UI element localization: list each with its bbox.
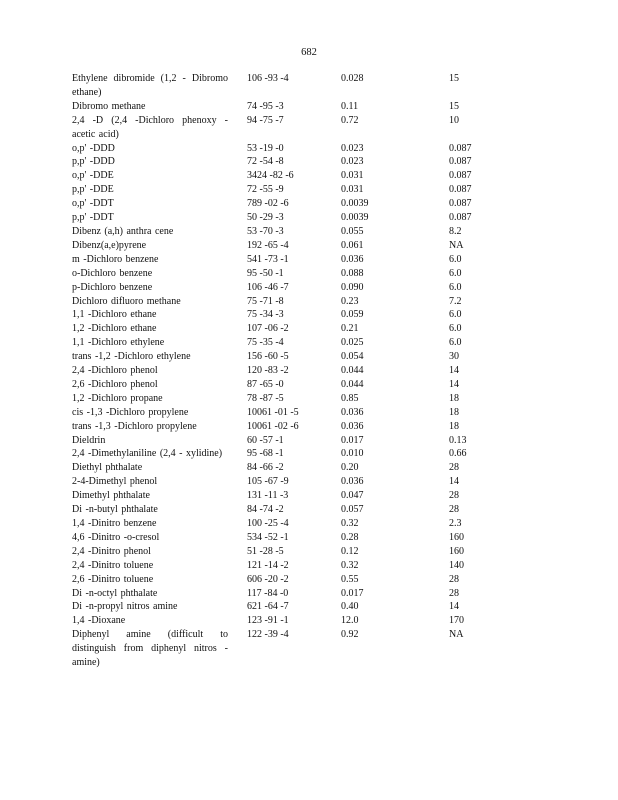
table-row <box>72 183 542 197</box>
value-column-1: 0.025 <box>341 337 364 349</box>
value-column-1: 0.23 <box>341 295 359 307</box>
value-column-1: 0.044 <box>341 365 364 377</box>
chemical-name: 1,1 -Dichloro ethylene <box>72 337 165 349</box>
value-column-1: 0.031 <box>341 170 364 182</box>
value-column-2: 15 <box>449 100 459 112</box>
value-column-2: 0.13 <box>449 434 467 446</box>
value-column-2: 14 <box>449 365 459 377</box>
value-column-2: 28 <box>449 573 459 585</box>
value-column-1: 0.21 <box>341 323 359 335</box>
table-row <box>72 447 542 461</box>
value-column-2: 0.087 <box>449 198 472 210</box>
cas-number: 95 -68 -1 <box>247 448 284 460</box>
chemical-name: 1,2 -Dichloro ethane <box>72 323 157 335</box>
value-column-2: NA <box>449 239 464 251</box>
value-column-2: 14 <box>449 476 459 488</box>
chemical-name: Diphenyl amine (difficult to distinguish from diphenyl nitros - amine) <box>72 629 228 669</box>
table-row <box>72 614 542 628</box>
cas-number: 75 -71 -8 <box>247 295 284 307</box>
cas-number: 534 -52 -1 <box>247 531 289 543</box>
value-column-1: 0.059 <box>341 309 364 321</box>
table-row <box>72 489 542 503</box>
chemical-name: 1,1 -Dichloro ethane <box>72 309 157 321</box>
value-column-2: 18 <box>449 392 459 404</box>
cas-number: 3424 -82 -6 <box>247 170 294 182</box>
value-column-1: 0.054 <box>341 351 364 363</box>
value-column-1: 0.32 <box>341 518 359 529</box>
cas-number: 789 -02 -6 <box>247 198 289 210</box>
table-row <box>72 267 542 281</box>
value-column-2: 0.087 <box>449 142 472 154</box>
chemical-name: 2,4 -Dimethylaniline (2,4 - xylidine) <box>72 448 223 460</box>
cas-number: 87 -65 -0 <box>247 378 284 390</box>
cas-number: 117 -84 -0 <box>247 587 289 599</box>
value-column-1: 0.044 <box>341 378 364 390</box>
table-row <box>72 72 542 100</box>
chemical-name: p,p' -DDD <box>72 156 115 168</box>
table-row <box>72 531 542 545</box>
value-column-1: 0.010 <box>341 448 364 460</box>
chemical-name: 4,6 -Dinitro -o-cresol <box>72 531 160 543</box>
cas-number: 75 -34 -3 <box>247 309 284 321</box>
table-row <box>72 587 542 601</box>
cas-number: 131 -11 -3 <box>247 490 289 502</box>
table-row <box>72 211 542 225</box>
value-column-1: 0.55 <box>341 573 359 585</box>
value-column-2: 18 <box>449 420 459 432</box>
table-row <box>72 475 542 489</box>
cas-number: 60 -57 -1 <box>247 434 284 446</box>
chemical-name: 2,6 -Dinitro toluene <box>72 573 154 585</box>
table-row <box>72 281 542 295</box>
value-column-1: 0.031 <box>341 184 364 196</box>
chemical-name: 2,4 -Dinitro toluene <box>72 559 154 571</box>
value-column-1: 0.061 <box>341 239 364 251</box>
cas-number: 53 -70 -3 <box>247 225 284 237</box>
chemical-name: 2,6 -Dichloro phenol <box>72 378 158 390</box>
cas-number: 122 -39 -4 <box>247 629 289 641</box>
cas-number: 156 -60 -5 <box>247 351 289 363</box>
value-column-1: 0.055 <box>341 225 364 237</box>
cas-number: 621 -64 -7 <box>247 601 289 613</box>
table-row <box>72 239 542 253</box>
table-row <box>72 308 542 322</box>
value-column-2: 7.2 <box>449 295 462 307</box>
chemical-name: Dimethyl phthalate <box>72 490 150 502</box>
chemical-name: 1,2 -Dichloro propane <box>72 392 163 404</box>
chemical-name: cis -1,3 -Dichloro propylene <box>72 406 189 418</box>
chemical-name: Diethyl phthalate <box>72 462 143 474</box>
table-row <box>72 406 542 420</box>
value-column-2: 8.2 <box>449 225 462 237</box>
table-row <box>72 364 542 378</box>
table-row <box>72 461 542 475</box>
table-row <box>72 573 542 587</box>
value-column-2: 6.0 <box>449 267 462 279</box>
cas-number: 10061 -01 -5 <box>247 406 299 418</box>
cas-number: 72 -54 -8 <box>247 156 284 168</box>
cas-number: 72 -55 -9 <box>247 184 284 196</box>
value-column-2: 15 <box>449 73 459 84</box>
chemical-table <box>72 72 542 670</box>
value-column-2: 14 <box>449 601 459 613</box>
value-column-1: 0.11 <box>341 100 359 112</box>
chemical-name: 2,4 -Dichloro phenol <box>72 365 158 377</box>
value-column-2: 6.0 <box>449 323 462 335</box>
value-column-2: 14 <box>449 378 459 390</box>
cas-number: 541 -73 -1 <box>247 253 289 265</box>
cas-number: 84 -66 -2 <box>247 462 284 474</box>
cas-number: 606 -20 -2 <box>247 573 289 585</box>
cas-number: 94 -75 -7 <box>247 114 284 126</box>
cas-number: 53 -19 -0 <box>247 142 284 154</box>
cas-number: 123 -91 -1 <box>247 615 289 627</box>
chemical-name: trans -1,2 -Dichloro ethylene <box>72 351 191 363</box>
table-row <box>72 420 542 434</box>
value-column-1: 0.0039 <box>341 212 369 224</box>
chemical-name: Dibenz(a,e)pyrene <box>72 239 147 251</box>
chemical-name: o,p' -DDE <box>72 170 114 182</box>
cas-number: 74 -95 -3 <box>247 100 284 112</box>
value-column-2: 0.66 <box>449 448 467 460</box>
table-row <box>72 392 542 406</box>
table-row <box>72 545 542 559</box>
cas-number: 10061 -02 -6 <box>247 420 299 432</box>
cas-number: 95 -50 -1 <box>247 267 284 279</box>
table-row <box>72 628 542 670</box>
value-column-2: 160 <box>449 545 464 557</box>
chemical-name: Dichloro difluoro methane <box>72 295 181 307</box>
chemical-name: Dibenz (a,h) anthra cene <box>72 225 174 237</box>
value-column-1: 0.72 <box>341 114 359 126</box>
chemical-name: Di -n-butyl phthalate <box>72 504 158 516</box>
value-column-1: 0.40 <box>341 601 359 613</box>
value-column-2: 30 <box>449 351 459 363</box>
cas-number: 50 -29 -3 <box>247 212 284 224</box>
chemical-name: p,p' -DDE <box>72 184 114 196</box>
chemical-name: 1,4 -Dinitro benzene <box>72 518 157 529</box>
chemical-name: o,p' -DDD <box>72 142 115 154</box>
table-row <box>72 142 542 156</box>
chemical-name: Di -n-propyl nitros amine <box>72 601 178 613</box>
cas-number: 84 -74 -2 <box>247 504 284 516</box>
value-column-2: NA <box>449 629 464 641</box>
table-row <box>72 114 542 142</box>
table-row <box>72 225 542 239</box>
value-column-1: 0.036 <box>341 476 364 488</box>
chemical-name: p-Dichloro benzene <box>72 281 153 293</box>
value-column-1: 12.0 <box>341 615 359 627</box>
cas-number: 107 -06 -2 <box>247 323 289 335</box>
chemical-name: o,p' -DDT <box>72 198 114 210</box>
cas-number: 106 -93 -4 <box>247 73 289 84</box>
chemical-name: p,p' -DDT <box>72 212 114 224</box>
value-column-2: 0.087 <box>449 212 472 224</box>
table-row <box>72 169 542 183</box>
chemical-name: Dieldrin <box>72 434 106 446</box>
chemical-name: m -Dichloro benzene <box>72 253 159 265</box>
cas-number: 51 -28 -5 <box>247 545 284 557</box>
value-column-1: 0.036 <box>341 253 364 265</box>
table-row <box>72 559 542 573</box>
value-column-2: 28 <box>449 490 459 502</box>
value-column-2: 2.3 <box>449 518 462 529</box>
chemical-name: Di -n-octyl phthalate <box>72 587 158 599</box>
chemical-name: 2-4-Dimethyl phenol <box>72 476 158 488</box>
chemical-name: 1,4 -Dioxane <box>72 615 126 627</box>
value-column-2: 28 <box>449 462 459 474</box>
value-column-1: 0.036 <box>341 420 364 432</box>
cas-number: 192 -65 -4 <box>247 239 289 251</box>
value-column-2: 6.0 <box>449 281 462 293</box>
value-column-2: 140 <box>449 559 464 571</box>
value-column-1: 0.017 <box>341 587 364 599</box>
table-row <box>72 600 542 614</box>
cas-number: 78 -87 -5 <box>247 392 284 404</box>
table-row <box>72 503 542 517</box>
chemical-name: o-Dichloro benzene <box>72 267 153 279</box>
value-column-2: 170 <box>449 615 464 627</box>
table-row <box>72 350 542 364</box>
value-column-1: 0.32 <box>341 559 359 571</box>
value-column-1: 0.017 <box>341 434 364 446</box>
value-column-1: 0.023 <box>341 142 364 154</box>
value-column-1: 0.85 <box>341 392 359 404</box>
cas-number: 100 -25 -4 <box>247 518 289 529</box>
table-row <box>72 322 542 336</box>
value-column-1: 0.0039 <box>341 198 369 210</box>
chemical-name: 2,4 -D (2,4 -Dichloro phenoxy - acetic acid) <box>72 114 228 140</box>
chemical-name: 2,4 -Dinitro phenol <box>72 545 151 557</box>
value-column-1: 0.028 <box>341 73 364 84</box>
table-row <box>72 517 542 531</box>
value-column-2: 18 <box>449 406 459 418</box>
value-column-1: 0.023 <box>341 156 364 168</box>
value-column-2: 28 <box>449 587 459 599</box>
cas-number: 120 -83 -2 <box>247 365 289 377</box>
value-column-1: 0.036 <box>341 406 364 418</box>
value-column-1: 0.92 <box>341 629 359 641</box>
chemical-name: trans -1,3 -Dichloro propylene <box>72 420 197 432</box>
table-row <box>72 253 542 267</box>
table-row <box>72 100 542 114</box>
table-row <box>72 155 542 169</box>
value-column-1: 0.28 <box>341 531 359 543</box>
cas-number: 105 -67 -9 <box>247 476 289 488</box>
table-row <box>72 295 542 309</box>
value-column-2: 6.0 <box>449 337 462 349</box>
cas-number: 75 -35 -4 <box>247 337 284 349</box>
value-column-2: 0.087 <box>449 184 472 196</box>
table-row <box>72 197 542 211</box>
cas-number: 121 -14 -2 <box>247 559 289 571</box>
cas-number: 106 -46 -7 <box>247 281 289 293</box>
value-column-2: 0.087 <box>449 156 472 168</box>
value-column-2: 0.087 <box>449 170 472 182</box>
value-column-1: 0.20 <box>341 462 359 474</box>
value-column-1: 0.12 <box>341 545 359 557</box>
table-row <box>72 434 542 448</box>
value-column-1: 0.090 <box>341 281 364 293</box>
value-column-1: 0.057 <box>341 504 364 516</box>
page-number: 682 <box>301 47 317 58</box>
chemical-name: Ethylene dibromide (1,2 - Dibromo ethane) <box>72 73 228 98</box>
value-column-2: 160 <box>449 531 464 543</box>
value-column-1: 0.047 <box>341 490 364 502</box>
value-column-2: 6.0 <box>449 309 462 321</box>
value-column-1: 0.088 <box>341 267 364 279</box>
table-row <box>72 336 542 350</box>
value-column-2: 28 <box>449 504 459 516</box>
value-column-2: 6.0 <box>449 253 462 265</box>
table-row <box>72 378 542 392</box>
chemical-name: Dibromo methane <box>72 100 146 112</box>
value-column-2: 10 <box>449 114 459 126</box>
